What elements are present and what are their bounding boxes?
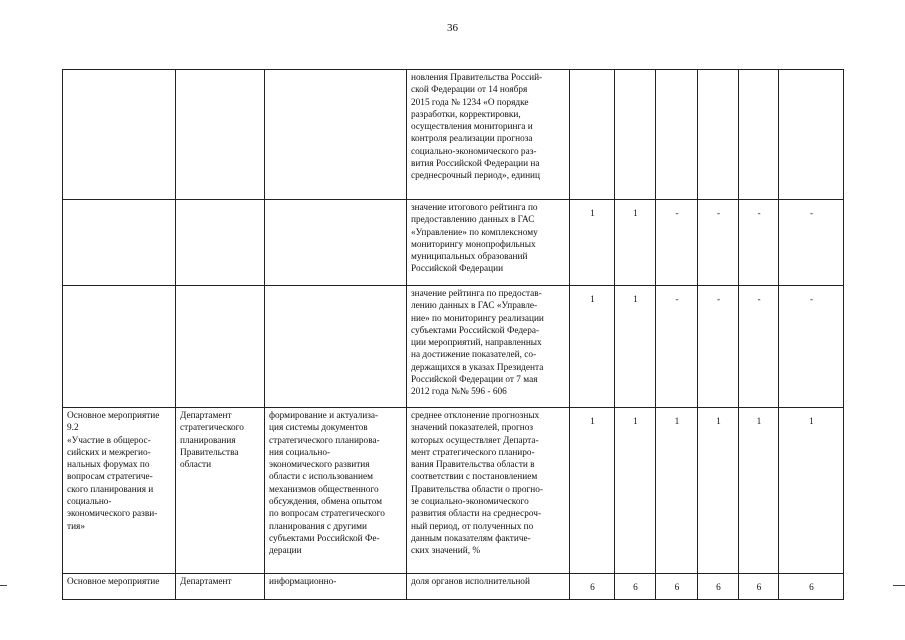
value-cell (739, 70, 779, 200)
value-cell: 6 (656, 574, 698, 600)
executor-cell (176, 200, 265, 286)
value-cell: 1 (779, 408, 844, 574)
value-cell: - (739, 286, 779, 408)
left-margin-mark (0, 585, 7, 586)
content-cell (265, 286, 407, 408)
value-cell: 1 (739, 408, 779, 574)
right-margin-mark (893, 585, 905, 586)
activity-cell: Основное мероприятие (63, 574, 176, 600)
indicator-cell: значение итогового рейтинга по предоставлению данных в ГАС «Управление» по комплексному мониторингу монопрофильных муниципальных образований Российской Федерации (407, 200, 570, 286)
value-cell: - (779, 286, 844, 408)
value-cell: - (739, 200, 779, 286)
table-row (63, 574, 844, 600)
indicator-cell: доля органов исполнительной (407, 574, 570, 600)
value-cell: 1 (615, 200, 656, 286)
executor-cell: Департамент стратегического планирования Правительства области (176, 408, 265, 574)
table-row (63, 408, 844, 574)
value-cell: 6 (739, 574, 779, 600)
value-cell: 6 (779, 574, 844, 600)
content-cell: информационно- (265, 574, 407, 600)
value-cell: 6 (698, 574, 739, 600)
value-cell (698, 70, 739, 200)
executor-cell: Департамент (176, 574, 265, 600)
content-cell: формирование и актуализа- ция системы документов стратегического планирова- ния социально- экономического развития области с использованием механизмов общественного обсуждения, обмена опытом по вопросам стратегического планирования с другими субъектами Российской Фе- дерации (265, 408, 407, 574)
indicator-cell: среднее отклонение прогнозных значений показателей, прогноз которых осуществляет Департа- мент стратегического планиро- вания Правительства области в соответствии с постановлением Правительства области о прогно- зе социально-экономического развития области на среднесроч- ный период, от полученных по данным показателям фактиче- ских значений, % (407, 408, 570, 574)
value-cell (570, 70, 615, 200)
value-cell (656, 70, 698, 200)
page-number: 36 (447, 22, 458, 34)
executor-cell (176, 70, 265, 200)
activity-cell (63, 200, 176, 286)
value-cell: 1 (656, 408, 698, 574)
activity-cell: Основное мероприятие 9.2 «Участие в общерос- сийских и межрегио- нальных форумах по вопросам стратегиче- ского планирования и социально- экономического разви- тия» (63, 408, 176, 574)
executor-cell (176, 286, 265, 408)
value-cell: 1 (615, 408, 656, 574)
value-cell: 1 (698, 408, 739, 574)
table-row (63, 200, 844, 286)
value-cell: 1 (570, 408, 615, 574)
value-cell: 1 (570, 286, 615, 408)
value-cell: 6 (570, 574, 615, 600)
activity-cell (63, 286, 176, 408)
table-row (63, 286, 844, 408)
table-body (63, 70, 844, 600)
value-cell: 6 (615, 574, 656, 600)
value-cell: 1 (570, 200, 615, 286)
value-cell: - (779, 200, 844, 286)
value-cell (779, 70, 844, 200)
value-cell (615, 70, 656, 200)
value-cell: - (698, 286, 739, 408)
content-cell (265, 200, 407, 286)
value-cell: 1 (615, 286, 656, 408)
table-row (63, 70, 844, 200)
indicator-cell: новления Правительства Россий- ской Федерации от 14 ноября 2015 года № 1234 «О порядке разработки, корректировки, осуществления мониторинга и контроля реализации прогноза социально-экономического раз- вития Российской Федерации на среднесрочный период», единиц (407, 70, 570, 200)
content-cell (265, 70, 407, 200)
value-cell: - (656, 200, 698, 286)
indicator-cell: значение рейтинга по предостав- лению данных в ГАС «Управле- ние» по мониторингу реализации субъектами Российской Федера- ции мероприятий, направленных на достижение показателей, со- держащихся в указах Президента Российской Федерации от 7 мая 2012 года №№ 596 - 606 (407, 286, 570, 408)
activities-table (62, 69, 844, 600)
value-cell: - (698, 200, 739, 286)
activity-cell (63, 70, 176, 200)
value-cell: - (656, 286, 698, 408)
